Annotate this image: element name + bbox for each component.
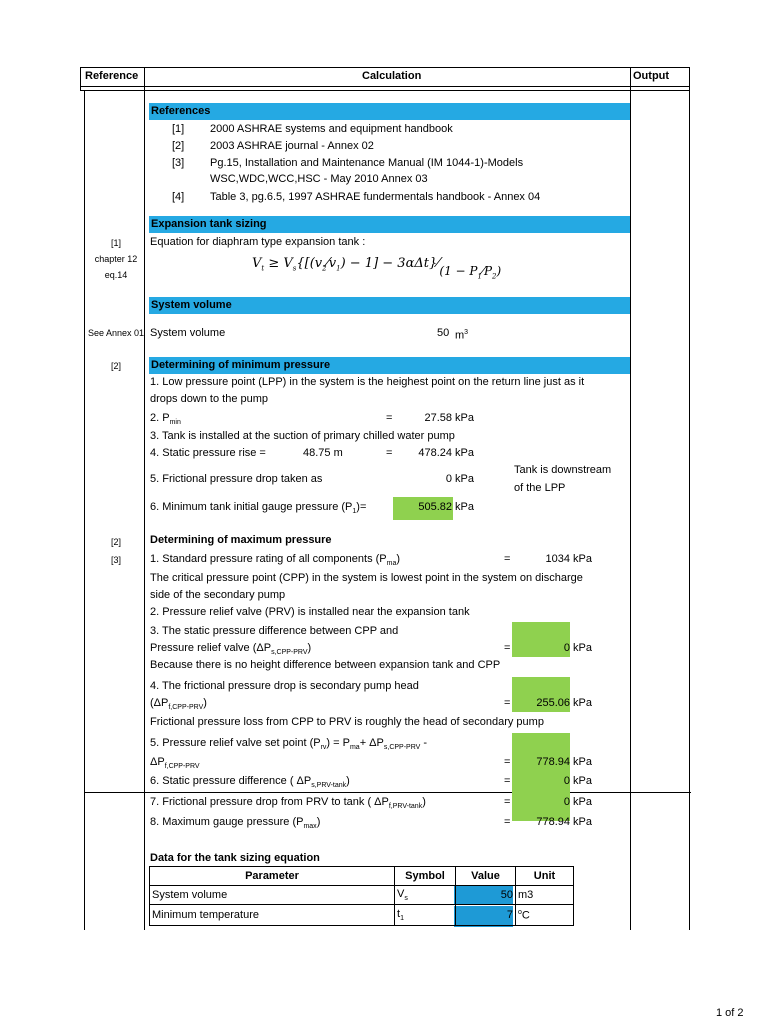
minp-line-5: 5. Frictional pressure drop taken as <box>150 473 323 485</box>
maxp-pma-unit: kPa <box>573 553 592 565</box>
reference-num: [2] <box>172 140 185 152</box>
reference-text: 2003 ASHRAE journal - Annex 02 <box>210 140 374 152</box>
minp-line-4-eq: = <box>386 447 393 459</box>
col-header-value: Value <box>456 867 516 886</box>
references-band <box>149 103 630 120</box>
minp-pmin-unit: kPa <box>455 412 474 424</box>
maxp-line-2: 2. Pressure relief valve (PRV) is installed near the expansion tank <box>150 606 470 618</box>
minp-note-1: Tank is downstream <box>514 464 612 476</box>
maxp-dpf-tank-unit: kPa <box>573 796 592 808</box>
param-cell: System volume <box>150 886 395 905</box>
expansion-ref-1: [1] <box>110 238 121 248</box>
value-cell: 7 <box>456 905 516 926</box>
maxp-text-1a: The critical pressure point (CPP) in the system is lowest point in the system on discharge <box>150 572 583 584</box>
param-cell: Minimum temperature <box>150 905 395 926</box>
minp-note-2: of the LPP <box>514 482 566 494</box>
maxp-line-5b: $\Delta P_{f,CPP-PRV}$ <box>150 756 200 771</box>
references-title: References <box>151 105 211 117</box>
maxp-line-4a: 4. The frictional pressure drop is secondary pump head <box>150 680 419 692</box>
maxp-pmax-value: 778.94 <box>536 816 570 828</box>
table-right-border <box>689 67 690 930</box>
maxp-line-5a: 5. Pressure relief valve set point $(P_{rv}) = P_{ma}+ \Delta P_{s,CPP-PRV}$ - <box>150 737 428 752</box>
maxp-ref-2: [3] <box>110 555 121 565</box>
maxp-dps-value: 0 <box>563 642 570 654</box>
maxp-line-6: 6. Static pressure difference ( $\Delta P_{s,PRV-tank}$) <box>150 775 350 790</box>
maxp-text-3: Frictional pressure loss from CPP to PRV is roughly the head of secondary pump <box>150 716 544 728</box>
system-volume-unit: $m^3$ <box>455 329 469 342</box>
maxp-text-2: Because there is no height difference between expansion tank and CPP <box>150 659 501 671</box>
expansion-ref-2: chapter 12 <box>94 254 138 264</box>
unit-cell: m3 <box>516 886 574 905</box>
minp-line-6: 6. Minimum tank initial gauge pressure $(P_1)=$ <box>150 501 367 516</box>
table-row <box>150 886 574 905</box>
maxp-prv-unit: kPa <box>573 756 592 768</box>
maxp-title: Determining of maximum pressure <box>150 534 332 546</box>
table-top-border <box>80 67 690 68</box>
minp-pmin-value: 27.58 <box>424 412 452 424</box>
unit-cell: $^o$C <box>516 905 574 926</box>
reference-num: [4] <box>172 191 185 203</box>
maxp-line-8-eq: = <box>504 816 511 828</box>
header-bottom-border-2 <box>80 90 690 91</box>
maxp-line-5-eq: = <box>504 756 511 768</box>
table-header-row <box>150 867 574 886</box>
maxp-line-4b: $(\Delta P_{f,CPP-PRV})$ <box>150 697 207 712</box>
maxp-line-6-eq: = <box>504 775 511 787</box>
maxp-line-3-eq: = <box>504 642 511 654</box>
minp-p1-unit: kPa <box>455 501 474 513</box>
minp-line-4: 4. Static pressure rise = <box>150 447 266 459</box>
minp-line-1b: drops down to the pump <box>150 393 269 405</box>
tank-data-table <box>149 866 574 926</box>
symbol-cell: $V_s$ <box>395 886 456 905</box>
equation-label: Equation for diaphram type expansion tank : <box>150 236 366 248</box>
maxp-line-7: 7. Frictional pressure drop from PRV to tank ( $\Delta P_{f,PRV-tank}$) <box>150 796 426 811</box>
header-bottom-border <box>80 86 690 87</box>
maxp-dps-tank-value: 0 <box>563 775 570 787</box>
maxp-dps-tank-unit: kPa <box>573 775 592 787</box>
minp-line-2: 2. $P_{min}$ <box>150 412 181 427</box>
system-band <box>149 297 630 314</box>
col-ref-border <box>144 67 145 930</box>
minp-line-2-eq: = <box>386 412 393 424</box>
minp-static-m: 48.75 m <box>303 447 343 459</box>
maxp-dps-unit: kPa <box>573 642 592 654</box>
maxp-pma-value: 1034 <box>545 553 570 565</box>
minp-line-1a: 1. Low pressure point (LPP) in the system is the heighest point on the return line just as it <box>150 376 585 388</box>
header-reference: Reference <box>85 70 139 82</box>
maxp-line-1: 1. Standard pressure rating of all components $(P_{ma})$ <box>150 553 401 568</box>
col-output-border <box>630 67 631 930</box>
table-row <box>150 905 574 926</box>
maxp-text-1b: side of the secondary pump <box>150 589 286 601</box>
reference-num: [1] <box>172 123 185 135</box>
col-header-symbol: Symbol <box>395 867 456 886</box>
value-cell: 50 <box>456 886 516 905</box>
table-left-border <box>80 67 81 91</box>
expansion-ref-3: eq.14 <box>104 270 128 280</box>
minp-band <box>149 357 630 374</box>
ref-col-left-border <box>84 91 85 930</box>
reference-num: [3] <box>172 157 185 169</box>
minp-p1-value: 505.82 <box>418 501 452 513</box>
minp-friction-value: 0 <box>445 473 452 485</box>
header-calculation: Calculation <box>362 70 422 82</box>
minp-static-value: 478.24 <box>418 447 452 459</box>
page-number: 1 of 2 <box>716 1007 744 1019</box>
col-header-parameter: Parameter <box>150 867 395 886</box>
expansion-band <box>149 216 630 233</box>
system-title: System volume <box>151 299 232 311</box>
maxp-dpf-value: 255.06 <box>536 697 570 709</box>
maxp-line-8: 8. Maximum gauge pressure $(P_{max})$ <box>150 816 321 831</box>
col-header-unit: Unit <box>516 867 574 886</box>
maxp-dpf-unit: kPa <box>573 697 592 709</box>
reference-text: Pg.15, Installation and Maintenance Manual (IM 1044-1)-Models <box>210 157 524 169</box>
maxp-prv-value: 778.94 <box>536 756 570 768</box>
system-volume-label: System volume <box>150 327 226 339</box>
minp-static-unit: kPa <box>455 447 474 459</box>
maxp-line-3a: 3. The static pressure difference between CPP and <box>150 625 399 637</box>
reference-text-cont: WSC,WDC,WCC,HSC - May 2010 Annex 03 <box>210 173 428 185</box>
expansion-title: Expansion tank sizing <box>151 218 267 230</box>
minp-line-3: 3. Tank is installed at the suction of primary chilled water pump <box>150 430 455 442</box>
minp-friction-unit: kPa <box>455 473 474 485</box>
maxp-dpf-tank-value: 0 <box>563 796 570 808</box>
reference-text: 2000 ASHRAE systems and equipment handbook <box>210 123 453 135</box>
minp-ref: [2] <box>110 361 121 371</box>
system-ref: See Annex 01 <box>87 328 145 338</box>
minp-title: Determining of minimum pressure <box>151 359 331 371</box>
tank-table-title: Data for the tank sizing equation <box>150 852 320 864</box>
maxp-line-3b: Pressure relief valve $(\Delta P_{s,CPP-PRV})$ <box>150 642 312 657</box>
maxp-line-1-eq: = <box>504 553 511 565</box>
symbol-cell: $t_1$ <box>395 905 456 926</box>
maxp-pmax-unit: kPa <box>573 816 592 828</box>
reference-text: Table 3, pg.6.5, 1997 ASHRAE fundermentals handbook - Annex 04 <box>210 191 541 203</box>
maxp-line-7-eq: = <box>504 796 511 808</box>
expansion-tank-equation: $V_t$ ≥ $V_s\{[(v_2⁄v_1) - 1]$ − 3αΔt}⁄(1 − $P_1⁄P_2$) <box>252 256 502 281</box>
maxp-ref-1: [2] <box>110 537 121 547</box>
header-output: Output <box>633 70 670 82</box>
maxp-line-4-eq: = <box>504 697 511 709</box>
system-volume-value: 50 <box>437 327 450 339</box>
